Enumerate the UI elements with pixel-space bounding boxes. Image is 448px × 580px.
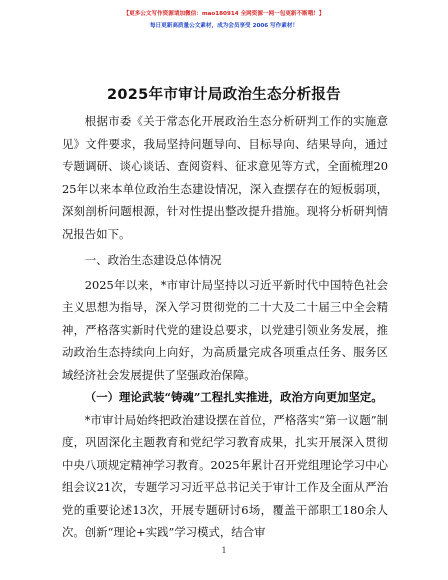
document-title: 2025年市审计局政治生态分析报告 bbox=[107, 87, 341, 103]
promo-banner bbox=[0, 8, 448, 32]
subsection-paragraph-theory: *市审计局始终把政治建设摆在首位，严格落实“第一议题”制度，巩固深化主题教育和党纪学习教育成果，扎实开展深入贯彻中央八项规定精神学习教育。2025年累计召开党组理论学习中心组会议21次，专题学习习近平总书记关于审计工作及全面从严治党的重要论述13次，开展专题研讨6场，覆盖干部职工180余人次。创新“理论+实践”学习模式，结合审 bbox=[62, 412, 388, 539]
section-paragraph-overall: 2025年以来，*市审计局坚持以习近平新时代中国特色社会主义思想为指导，深入学习贯彻党的二十大及二十届三中全会精神，严格落实新时代党的建设总要求，以党建引领业务发展，推动政治生态持续向上向好，为高质量完成各项重点任务、服务区域经济社会发展提供了坚强政治保障。 bbox=[62, 277, 388, 382]
subsection-heading-theory: （一）理论武装“铸魂”工程扎实推进，政治方向更加坚定。 bbox=[84, 390, 383, 404]
promo-banner-line-1: 【更多公文写作资源请加微信：mao180914 全网资源一网一包更新不断哦！】 bbox=[123, 11, 325, 17]
intro-paragraph: 根据市委《关于常态化开展政治生态分析研判工作的实施意见》文件要求，我局坚持问题导向、目标导向、结果导向，通过专题调研、谈心谈话、查阅资料、征求意见等方式，全面梳理2025年以来本单位政治生态建设情况，深入查摆存在的短板弱项，深刻剖析问题根源，针对性提出整改提升措施。现将分析研判情况报告如下。 bbox=[62, 114, 388, 241]
promo-banner-line-2: 每日更新高质量公文素材，成为会员享受 2006 写作素材！ bbox=[149, 23, 299, 29]
section-heading-overall: 一、政治生态建设总体情况 bbox=[84, 253, 222, 267]
document-body bbox=[62, 110, 388, 544]
page-number: 1 bbox=[221, 546, 227, 555]
